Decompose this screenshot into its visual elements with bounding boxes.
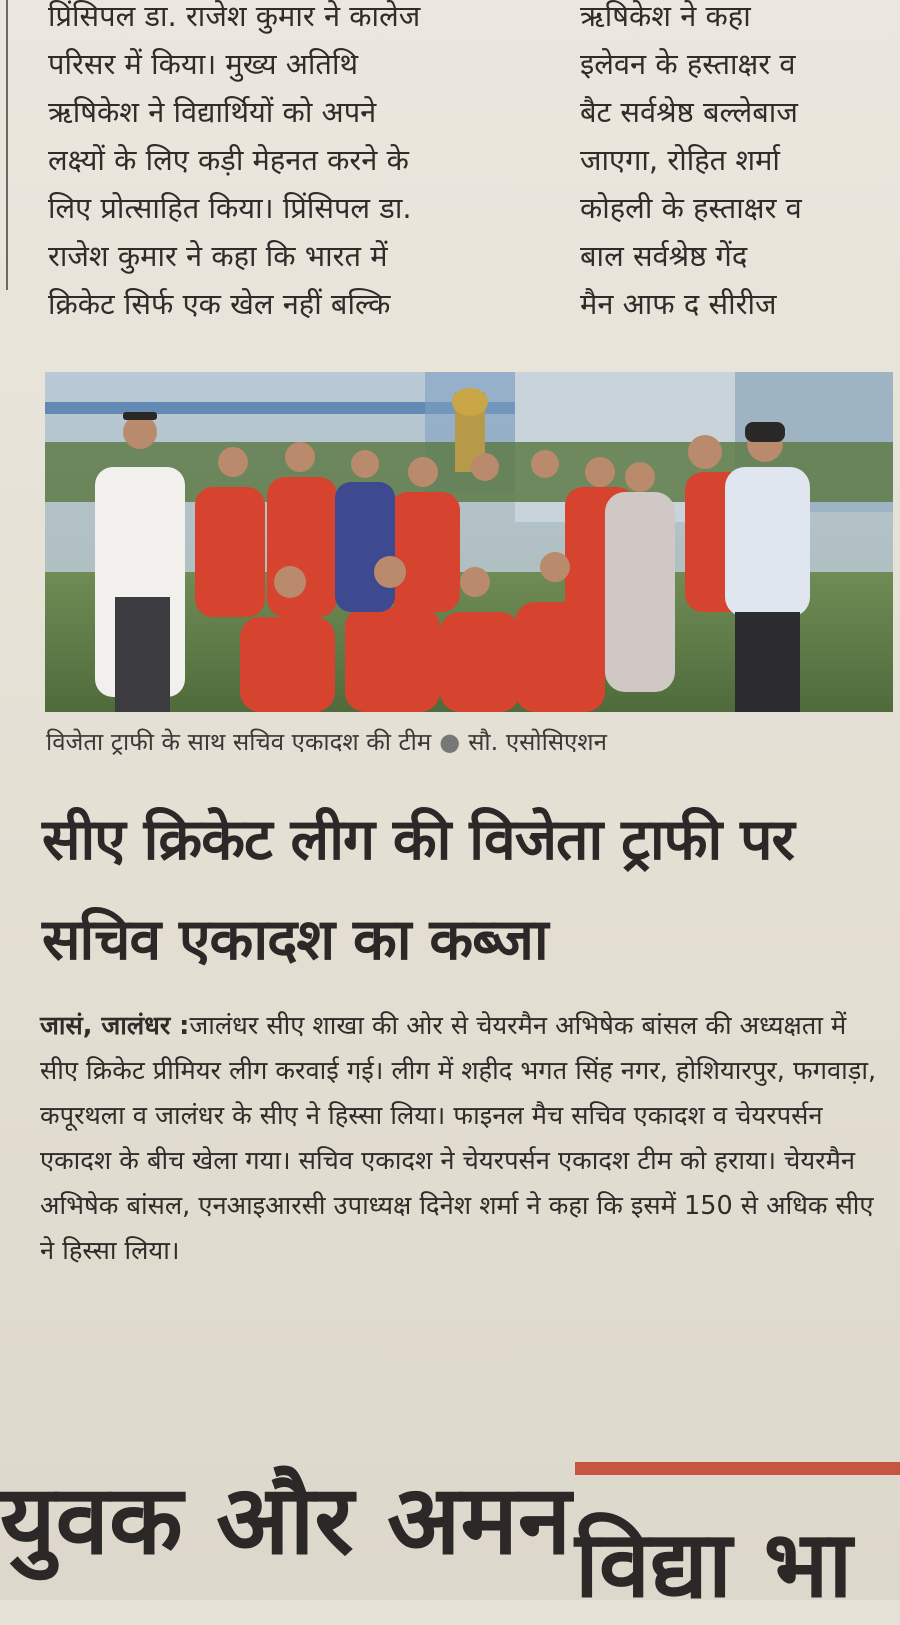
dateline: जासं, जालंधर : <box>40 1011 190 1041</box>
left-column-text: प्रिंसिपल डा. राजेश कुमार ने कालेज परिसर में किया। मुख्य अतिथि ऋषिकेश ने विद्यार्थियों को अपने लक्ष्यों के लिए कड़ी मेहनत करने के लिए प्रोत्साहित किया। प्रिंसिपल डा. राजेश कुमार ने कहा कि भारत में क्रिकेट सिर्फ एक खेल नहीं बल्कि <box>48 0 421 321</box>
photo-credit: सौ. एसोसिएशन <box>468 728 607 756</box>
team-photo-illustration <box>45 372 893 712</box>
article-body <box>40 1004 890 1274</box>
next-headline-left: युवक और अमन <box>0 1464 572 1576</box>
bullet-dot: ● <box>439 728 461 756</box>
team-photo <box>45 372 893 712</box>
right-column-text: ऋषिकेश ने कहा इलेवन के हस्ताक्षर व बैट सर्वश्रेष्ठ बल्लेबाज जाएगा, रोहित शर्मा कोहली के हस्ताक्षर व बाल सर्वश्रेष्ठ गेंद मैन आफ द सीरीज <box>580 0 802 321</box>
caption-text: विजेता ट्राफी के साथ सचिव एकादश की टीम <box>46 728 432 756</box>
photo-caption <box>46 725 607 758</box>
article-body-text: जालंधर सीए शाखा की ओर से चेयरमैन अभिषेक बांसल की अध्यक्षता में सीए क्रिकेट प्रीमियर लीग करवाई गई। लीग में शहीद भगत सिंह नगर, होशियारपुर, फगवाड़ा, कपूरथला व जालंधर के सीए ने हिस्सा लिया। फाइनल मैच सचिव एकादश व चेयरपर्सन एकादश के बीच खेला गया। सचिव एकादश ने चेयरपर्सन एकादश टीम को हराया। चेयरमैन अभिषेक बांसल, एनआइआरसी उपाध्यक्ष दिनेश शर्मा ने कहा कि इसमें 150 से अधिक सीए ने हिस्सा लिया। <box>40 1011 877 1266</box>
next-headline-right: विद्या भा <box>575 1511 853 1618</box>
accent-rule <box>575 1462 900 1475</box>
column-rule <box>6 0 8 290</box>
article-headline: सीए क्रिकेट लीग की विजेता ट्राफी पर सचिव एकादश का कब्जा <box>42 807 794 973</box>
